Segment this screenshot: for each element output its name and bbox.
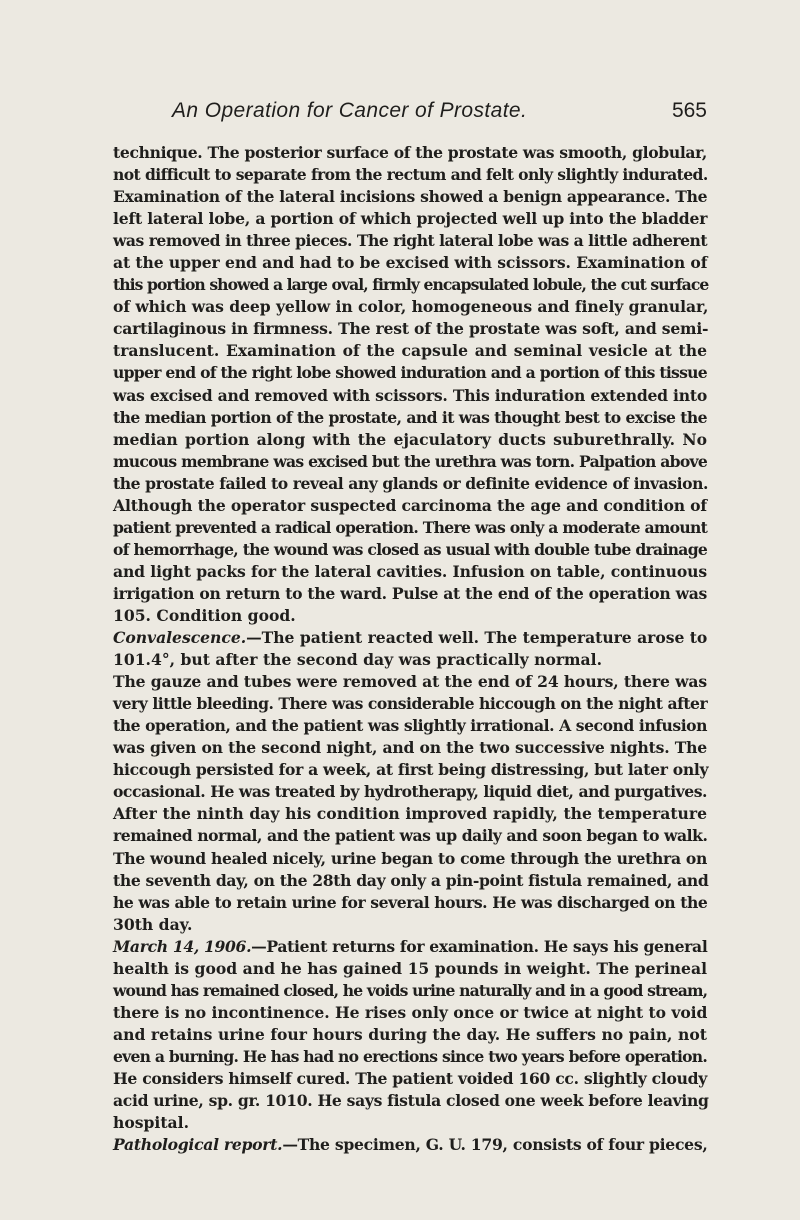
- text-line: [113, 517, 707, 539]
- text-line: [113, 627, 707, 649]
- line-text: patient prevented a radical operation. There was only a moderate amount: [113, 517, 708, 537]
- text-line: [113, 1024, 707, 1046]
- line-text: was excised and removed with scissors. This induration extended into: [113, 385, 707, 405]
- section-lead: Pathological report.: [113, 1135, 283, 1155]
- text-line: [113, 759, 707, 781]
- text-line: [113, 164, 707, 186]
- text-line: [113, 825, 707, 847]
- line-text: After the ninth day his condition improved rapidly, the temperature: [113, 804, 707, 824]
- line-text: cartilaginous in firmness. The rest of the prostate was soft, and semi-: [113, 319, 709, 339]
- line-text: 101.4°, but after the second day was practically normal.: [113, 650, 603, 670]
- line-text: remained normal, and the patient was up daily and soon began to walk.: [113, 826, 708, 846]
- text-line: [113, 1002, 707, 1024]
- text-line: [113, 473, 707, 495]
- line-text: very little bleeding. There was considerable hiccough on the night after: [113, 694, 708, 714]
- line-text: He considers himself cured. The patient voided 160 cc. slightly cloudy: [113, 1068, 707, 1088]
- text-line: [113, 1134, 707, 1156]
- text-line: [113, 186, 707, 208]
- text-line: [113, 870, 707, 892]
- text-line: [113, 252, 707, 274]
- line-text: acid urine, sp. gr. 1010. He says fistula closed one week before leaving: [113, 1091, 709, 1111]
- line-text: the operation, and the patient was slightly irrational. A second infusion: [113, 716, 707, 736]
- body-text: [113, 142, 707, 1156]
- text-line: [113, 385, 707, 407]
- line-text: and light packs for the lateral cavities. Infusion on table, continuous: [113, 561, 707, 581]
- text-line: [113, 1112, 707, 1134]
- text-line: [113, 781, 707, 803]
- line-text: he was able to retain urine for several hours. He was discharged on the: [113, 892, 708, 912]
- line-text: hiccough persisted for a week, at first being distressing, but later only: [113, 760, 709, 780]
- text-line: [113, 451, 707, 473]
- line-text: Examination of the lateral incisions showed a benign appearance. The: [113, 187, 708, 207]
- line-text: this portion showed a large oval, firmly encapsulated lobule, the cut surface: [113, 275, 709, 295]
- section-lead: March 14, 1906.: [113, 936, 252, 956]
- text-line: [113, 318, 707, 340]
- line-text: —The specimen, G. U. 179, consists of four pieces,: [282, 1135, 708, 1155]
- text-line: [113, 1046, 707, 1068]
- text-line: [113, 362, 707, 384]
- text-line: [113, 914, 707, 936]
- text-line: [113, 605, 707, 627]
- text-line: [113, 693, 707, 715]
- line-text: was given on the second night, and on the two successive nights. The: [113, 738, 707, 758]
- line-text: median portion along with the ejaculatory ducts suburethrally. No: [113, 429, 707, 449]
- line-text: —The patient reacted well. The temperature arose to: [246, 628, 708, 648]
- line-text: translucent. Examination of the capsule and seminal vesicle at the: [113, 341, 707, 361]
- line-text: irrigation on return to the ward. Pulse at the end of the operation was: [113, 583, 707, 603]
- text-line: [113, 296, 707, 318]
- line-text: even a burning. He has had no erections since two years before operation.: [113, 1046, 707, 1066]
- line-text: The gauze and tubes were removed at the end of 24 hours, there was: [113, 672, 707, 692]
- line-text: the seventh day, on the 28th day only a pin-point fistula remained, and: [113, 870, 709, 890]
- text-line: [113, 407, 707, 429]
- text-line: [113, 958, 707, 980]
- text-line: [113, 495, 707, 517]
- text-line: [113, 429, 707, 451]
- text-line: [113, 848, 707, 870]
- line-text: upper end of the right lobe showed induration and a portion of this tissue: [113, 363, 707, 383]
- text-line: [113, 715, 707, 737]
- text-line: [113, 583, 707, 605]
- line-text: 105. Condition good.: [113, 605, 296, 625]
- line-text: Although the operator suspected carcinoma the age and condition of: [113, 495, 707, 515]
- line-text: —Patient returns for examination. He says his general: [251, 936, 708, 956]
- text-line: [113, 649, 707, 671]
- line-text: health is good and he has gained 15 pounds in weight. The perineal: [113, 958, 707, 978]
- line-text: The wound healed nicely, urine began to come through the urethra on: [113, 848, 707, 868]
- running-title: An Operation for Cancer of Prostate.: [172, 99, 528, 122]
- line-text: was removed in three pieces. The right lateral lobe was a little adherent: [113, 231, 708, 251]
- line-text: occasional. He was treated by hydrotherapy, liquid diet, and purgatives.: [113, 782, 707, 802]
- line-text: of hemorrhage, the wound was closed as usual with double tube drainage: [113, 539, 708, 559]
- text-line: [113, 340, 707, 362]
- page-number: 565: [671, 99, 707, 122]
- line-text: the median portion of the prostate, and it was thought best to excise the: [113, 407, 707, 427]
- line-text: and retains urine four hours during the day. He suffers no pain, not: [113, 1024, 707, 1044]
- text-line: [113, 539, 707, 561]
- line-text: the prostate failed to reveal any glands or definite evidence of invasion.: [113, 473, 708, 493]
- line-text: not difficult to separate from the rectum and felt only slightly indurated.: [113, 165, 708, 185]
- text-line: [113, 1090, 707, 1112]
- text-line: [113, 671, 707, 693]
- line-text: hospital.: [113, 1113, 190, 1133]
- line-text: of which was deep yellow in color, homogeneous and finely granular,: [113, 297, 709, 317]
- text-line: [113, 936, 707, 958]
- line-text: 30th day.: [113, 914, 193, 934]
- text-line: [113, 803, 707, 825]
- line-text: mucous membrane was excised but the urethra was torn. Palpation above: [113, 451, 707, 471]
- text-line: [113, 208, 707, 230]
- text-line: [113, 980, 707, 1002]
- line-text: technique. The posterior surface of the prostate was smooth, globular,: [113, 143, 707, 162]
- text-line: [113, 142, 707, 164]
- line-text: left lateral lobe, a portion of which projected well up into the bladder: [113, 209, 708, 229]
- text-line: [113, 892, 707, 914]
- line-text: at the upper end and had to be excised with scissors. Examination of: [113, 253, 708, 273]
- section-lead: Convalescence.: [113, 628, 247, 648]
- line-text: wound has remained closed, he voids urine naturally and in a good stream,: [113, 980, 708, 1000]
- text-line: [113, 274, 707, 296]
- text-line: [113, 737, 707, 759]
- text-line: [113, 561, 707, 583]
- line-text: there is no incontinence. He rises only once or twice at night to void: [113, 1002, 708, 1022]
- text-line: [113, 1068, 707, 1090]
- running-head: [112, 99, 707, 127]
- text-line: [113, 230, 707, 252]
